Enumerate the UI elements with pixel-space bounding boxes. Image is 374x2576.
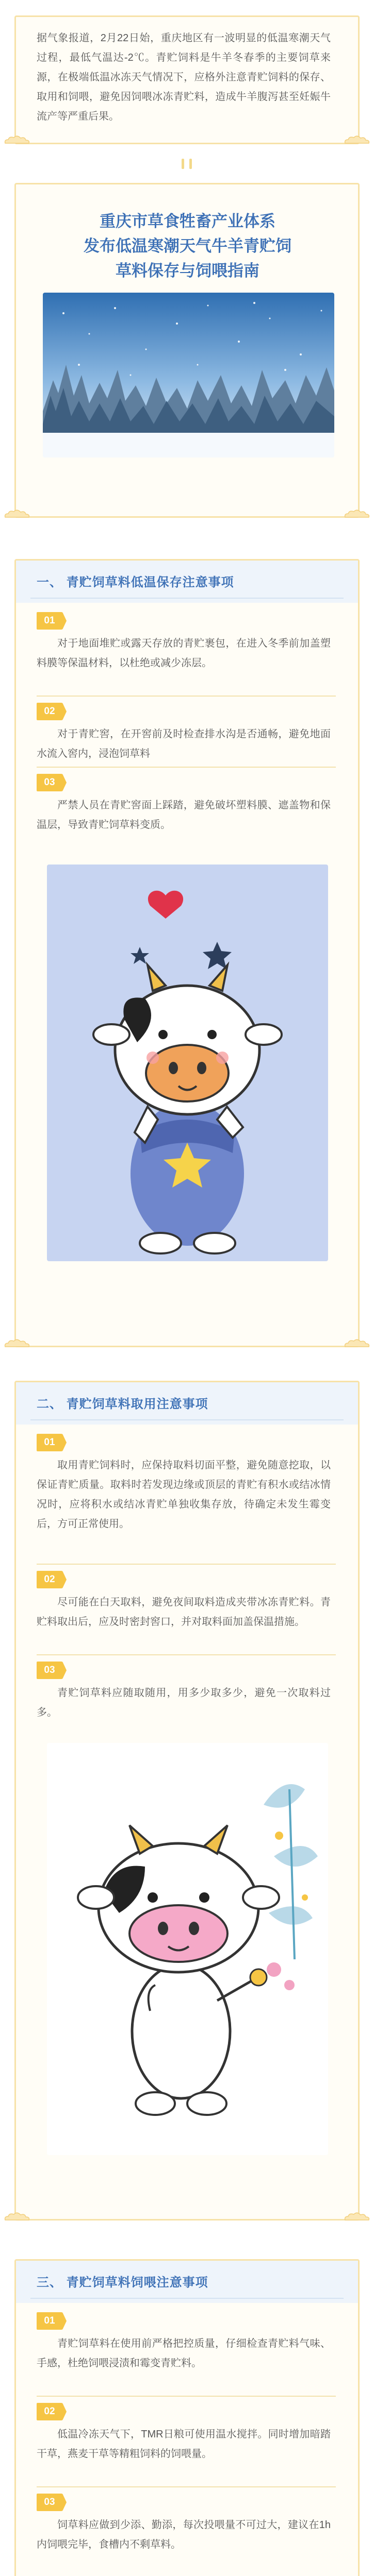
section-2-header xyxy=(16,1382,358,1425)
item-number-badge: 01 xyxy=(37,1434,66,1451)
section-1-item-3-text: 严禁人员在青贮窖面上踩踏，避免破坏塑料膜、遮盖物和保温层，导致青贮饲草料变质。 xyxy=(37,800,331,831)
item-number-badge: 03 xyxy=(37,774,66,791)
item-number-badge: 01 xyxy=(37,612,66,630)
snowy-forest-illustration xyxy=(43,293,334,457)
section-2-item-3-text: 青贮饲草料应随取随用，用多少取多少，避免一次取料过多。 xyxy=(37,1687,331,1718)
intro-paragraph: 据气象报道，2月22日始，重庆地区有一波明显的低温寒潮天气过程，最低气温达-2℃。青贮饲料是牛羊冬春季的主要饲草来源，在极端低温冰冻天气情况下，应格外注意青贮饲料的保存、取用和饲喂，避免因饲喂冰冻青贮料，造成牛羊腹泻甚至妊娠牛流产等严重后果。 xyxy=(37,32,331,122)
section-1-panel xyxy=(14,559,360,1347)
cloud-decoration-icon xyxy=(343,509,371,519)
item-number-badge: 02 xyxy=(37,2403,66,2420)
cloud-decoration-icon xyxy=(3,2212,31,2222)
cloud-decoration-icon xyxy=(343,1338,371,1349)
section-1-header xyxy=(16,561,358,603)
title-line-1: 重庆市草食牲畜产业体系 xyxy=(100,212,275,230)
cloud-decoration-icon xyxy=(343,2212,371,2222)
item-number-badge: 02 xyxy=(37,1571,66,1588)
section-1-item-1-text: 对于地面堆贮或露天存放的青贮裹包，在进入冬季前加盖塑料膜等保温材料，以杜绝或减少冻层。 xyxy=(37,638,331,669)
section-2-item-2-text: 尽可能在白天取料，避免夜间取料造成夹带冰冻青贮料。青贮料取出后，应及时密封窖口，并对取料面加盖保温措施。 xyxy=(37,1597,331,1628)
cloud-decoration-icon xyxy=(3,509,31,519)
cow-mascot-illustration xyxy=(47,865,328,1261)
item-number-badge: 01 xyxy=(37,2312,66,2330)
section-2-heading: 二、 青贮饲草料取用注意事项 xyxy=(37,1397,208,1411)
title-line-2: 发布低温寒潮天气牛羊青贮饲 xyxy=(84,237,291,255)
section-3-item-2-text: 低温冷冻天气下，TMR日粮可使用温水搅拌。同时增加暗踏干草，燕麦干草等精粗饲料的饲喂量。 xyxy=(37,2429,331,2460)
section-3-item-1-text: 青贮饲草料在使用前严格把控质量，仔细检查青贮料气味、手感，杜绝饲喂浸渍和霉变青贮料。 xyxy=(37,2338,331,2369)
section-1-item-2-text: 对于青贮窖，在开窖前及时检查排水沟是否通畅，避免地面水流入窖内，浸泡饲草料 xyxy=(37,728,331,759)
cloud-decoration-icon xyxy=(3,135,31,145)
section-3-item-3-text: 饲草料应做到少添、勤添，每次投喂量不可过大，建议在1h内饲喂完毕，食槽内不剩草料。 xyxy=(37,2519,331,2550)
section-2-panel xyxy=(14,1381,360,2221)
title-panel xyxy=(14,183,360,518)
item-number-badge: 02 xyxy=(37,703,66,720)
item-number-badge: 03 xyxy=(37,1662,66,1679)
item-number-badge: 03 xyxy=(37,2494,66,2511)
cloud-decoration-icon xyxy=(343,135,371,145)
divider-bars xyxy=(175,159,198,169)
section-3-panel xyxy=(14,2259,360,2576)
intro-panel xyxy=(14,15,360,144)
cow-mascot-illustration xyxy=(47,1743,328,2155)
section-3-heading: 三、 青贮饲草料饲喂注意事项 xyxy=(37,2276,208,2290)
cloud-decoration-icon xyxy=(3,1338,31,1349)
section-1-heading: 一、 青贮饲草料低温保存注意事项 xyxy=(37,575,234,589)
section-2-item-1-text: 取用青贮饲料时，应保持取料切面平整，避免随意挖取，以保证青贮质量。取料时若发现边缘或顶层的青贮有积水或结冰情况时，应将积水或结冰青贮单独收集存放，待确定未发生霉变后，方可正常使用。 xyxy=(37,1460,331,1530)
title-line-3: 草料保存与饲喂指南 xyxy=(116,262,259,280)
section-3-header xyxy=(16,2261,358,2303)
